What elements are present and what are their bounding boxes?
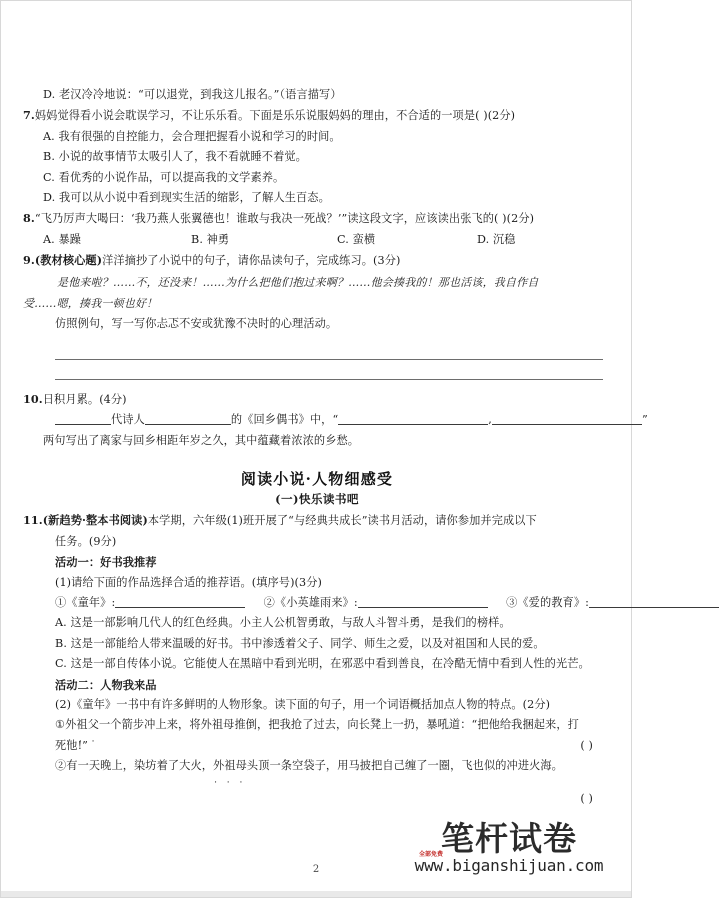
q11-item-2-rest: 头顶一条空袋子，用马披把自己缠了一圈，飞也似的冲进火海。 — [246, 759, 563, 773]
q9-answer-line-2[interactable] — [23, 362, 611, 383]
q9-answer-line-1[interactable] — [23, 341, 611, 362]
q11-choice-b: B. 这是一部能给人带来温暖的好书。书中渗透着父子、同学、师生之爱，以及对祖国和人民的爱。 — [55, 636, 545, 650]
q10-fill-end: ” — [641, 413, 648, 427]
q7-option-c: C. 看优秀的小说作品，可以提高我的文学素养。 — [43, 170, 285, 184]
q11-book-1-mark: ① — [55, 595, 67, 609]
page-number: 2 — [312, 864, 320, 875]
q11-book-2-blank[interactable] — [358, 596, 488, 608]
question-11 — [23, 510, 611, 531]
q11-stem-line-2: 任务。(9分) — [55, 534, 117, 548]
watermark-brand: 笔杆试卷 — [441, 819, 577, 858]
q11-item-2-dotted-term: 外祖母 · · · — [213, 756, 247, 776]
spacer — [23, 334, 611, 341]
q11-activity-1-title: 活动一：好书我推荐 — [55, 555, 157, 570]
q8-option-d: D. 沉稳 — [477, 232, 516, 246]
q11-item-2-pre: 有一天晚上，染坊着了大火， — [66, 759, 214, 773]
page-content — [1, 1, 648, 899]
q11-book-2-mark: ② — [263, 595, 275, 609]
q8-option-c: C. 蛮横 — [337, 232, 376, 246]
q11-activity-2-title: 活动二：人物我来品 — [55, 677, 157, 692]
q9-stem: 洋洋摘抄了小说中的句子，请你品读句子，完成练习。(3分) — [102, 254, 401, 268]
q11-item-1-line-1 — [23, 715, 611, 735]
q11-book-1-name: 《童年》: — [66, 595, 116, 609]
section-title: 阅读小说·人物细感受 — [240, 470, 394, 489]
q11-item-2-mark: ② — [55, 759, 67, 773]
q11-book-3-blank[interactable] — [589, 596, 719, 608]
watermark-url: www.biganshijuan.com — [414, 856, 604, 875]
q7-option-a: A. 我有很强的自控能力，会合理把握看小说和学习的时间。 — [43, 129, 341, 143]
q10-blank-verse-2[interactable] — [492, 413, 642, 425]
q11-books-row — [23, 593, 611, 613]
q10-fill-mid: 的《回乡偶书》中，“ — [230, 413, 339, 427]
q11-sub-2: (2)《童年》一书中有许多鲜明的人物形象。读下面的句子，用一个词语概括加点人物的特点。(2分) — [55, 697, 551, 711]
q11-item-2-line-1 — [23, 756, 611, 776]
question-7 — [23, 105, 611, 126]
spacer — [23, 382, 611, 389]
q8-option-a: A. 暴躁 — [43, 232, 82, 246]
q11-number: 11. — [23, 513, 43, 528]
q11-item-1-mark: ① — [55, 718, 66, 732]
watermark-free-badge: 全部免费 — [419, 851, 444, 858]
q10-fill-prefix: 代诗人 — [111, 413, 145, 427]
q10-tail: 两句写出了离家与回乡相距年岁之久，其中蕴藏着浓浓的乡愁。 — [43, 433, 360, 447]
question-10 — [23, 389, 611, 410]
q7-stem: 妈妈觉得看小说会耽误学习，不让乐乐看。下面是乐乐说服妈妈的理由，不合适的一项是( )(2分) — [34, 109, 516, 123]
q11-item-1-dotted-term: 外祖父 · · · — [65, 715, 99, 735]
q11-item-1-line-2-text: 死他!” — [55, 738, 88, 752]
q9-quote-line-2: 受……嗯，揍我一顿也好！ — [23, 296, 158, 310]
q9-number: 9. — [23, 253, 35, 268]
q9-quote — [23, 272, 611, 314]
q10-blank-dynasty[interactable] — [55, 413, 111, 425]
q10-number: 10. — [23, 392, 43, 407]
q10-blank-poet[interactable] — [145, 413, 231, 425]
q11-item-1-rest: 一个箭步冲上来，将外祖母推倒，把我抢了过去，向长凳上一扔，暴吼道：“把他给我捆起来，打 — [99, 718, 579, 732]
q11-item-2-answer-paren[interactable]: ( ) — [580, 791, 593, 805]
q9-quote-line-1: 是他来啦？……不，还没来！……为什么把他们抱过来啊？……他会揍我的！那也活该，我自作自 — [57, 275, 539, 289]
q8-options-row — [23, 230, 611, 250]
q8-number: 8. — [23, 211, 35, 226]
q9-tag: (教材核心题) — [34, 253, 103, 268]
question-8 — [23, 208, 611, 229]
q11-tag: (新趋势·整本书阅读) — [42, 513, 148, 528]
q10-blank-verse-1[interactable] — [338, 413, 488, 425]
q8-option-b: B. 神勇 — [191, 232, 230, 246]
q9-task: 仿照例句，写一写你忐忑不安或犹豫不决时的心理活动。 — [55, 316, 338, 330]
q8-stem: “飞乃厉声大喝曰：‘我乃燕人张翼德也！谁敢与我决一死战？’”读这段文字，应该读出张飞的( )(2分) — [34, 212, 535, 226]
q7-option-d: D. 我可以从小说中看到现实生活的缩影，了解人生百态。 — [43, 191, 330, 205]
q11-book-3-name: 《爱的教育》: — [517, 595, 589, 609]
q7-number: 7. — [23, 108, 35, 123]
q11-book-1-blank[interactable] — [115, 596, 245, 608]
q11-sub-1: (1)请给下面的作品选择合适的推荐语。(填序号)(3分) — [55, 575, 322, 589]
q11-item-2-line-2 — [23, 789, 611, 809]
q10-fill-row: 代诗人 的《回乡偶书》中，“ , ” — [23, 410, 611, 430]
section-subtitle: (一)快乐读书吧 — [275, 492, 359, 507]
q10-stem: 日积月累。(4分) — [42, 393, 127, 407]
q11-stem-line-1: 本学期，六年级(1)班开展了“与经典共成长”读书月活动，请你参加并完成以下 — [147, 514, 537, 528]
q11-choice-a: A. 这是一部影响几代人的红色经典。小主人公机智勇敢，与敌人斗智斗勇，是我们的榜样。 — [55, 616, 511, 630]
q11-item-1-line-2 — [23, 736, 611, 756]
page-bottom-edge — [1, 891, 631, 897]
q6-option-d: D. 老汉冷冷地说：“可以退党，到我这儿报名。”（语言描写） — [43, 88, 342, 101]
question-9 — [23, 250, 611, 271]
q7-option-b: B. 小说的故事情节太吸引人了，我不看就睡不着觉。 — [43, 150, 307, 164]
q11-item-1-answer-paren[interactable]: ( ) — [580, 738, 593, 752]
q11-book-2-name: 《小英雄雨来》: — [274, 595, 358, 609]
q11-choice-c: C. 这是一部自传体小说。它能使人在黑暗中看到光明，在邪恶中看到善良，在冷酷无情中看到人性的光芒。 — [55, 657, 590, 671]
q11-book-3-mark: ③ — [506, 595, 518, 609]
